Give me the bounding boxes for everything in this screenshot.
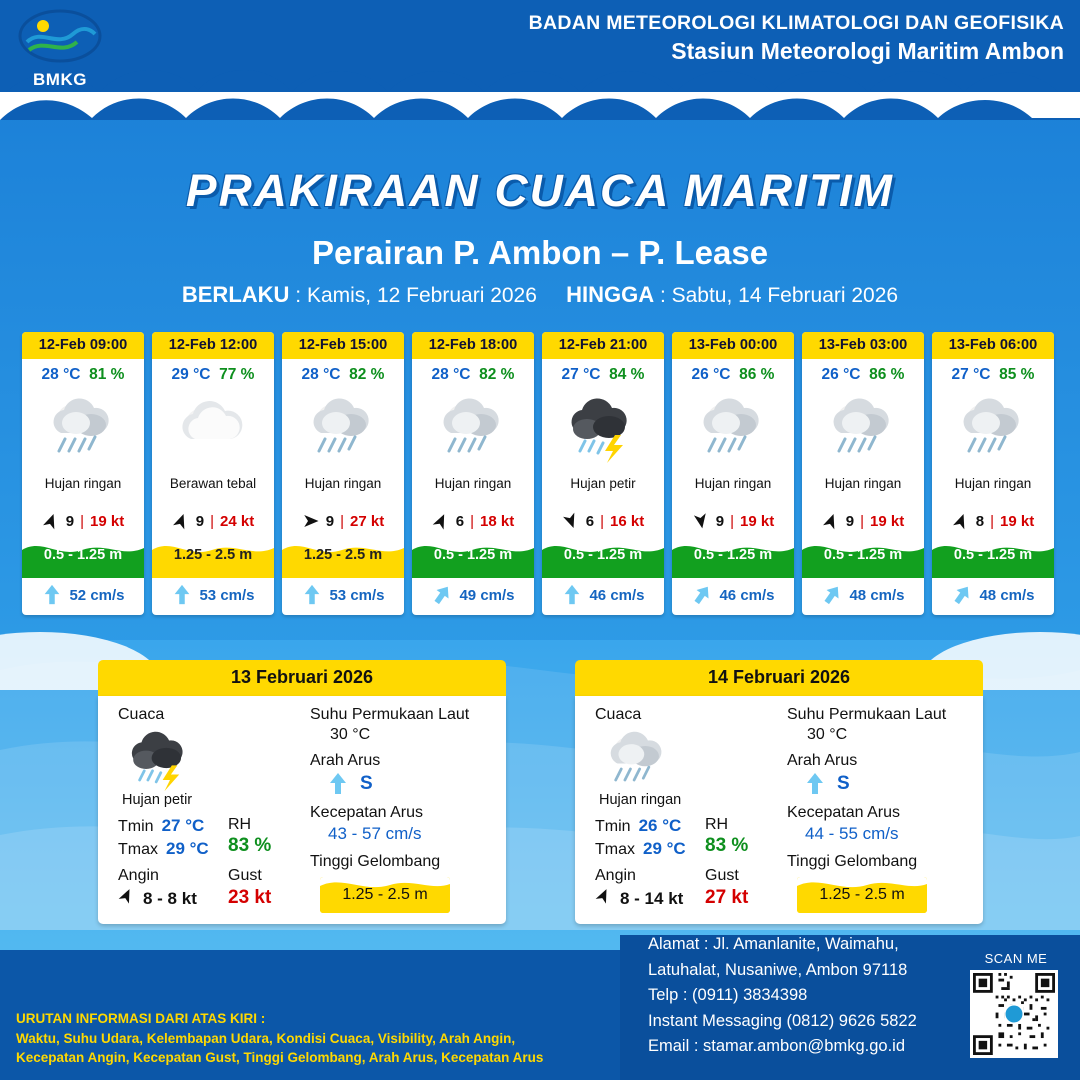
daily-date-0: 13 Februari 2026 xyxy=(98,660,506,696)
daily-sst-label: Suhu Permukaan Laut xyxy=(310,706,470,723)
weather-icon-wrap xyxy=(542,386,664,472)
daily-sst-value: 30 °C xyxy=(807,726,848,743)
contact-address-line2: Latuhalat, Nusaniwe, Ambon 97118 xyxy=(648,960,908,979)
rain-light-icon xyxy=(601,723,675,797)
current-direction-arrow-icon xyxy=(41,584,63,606)
humidity: 81 % xyxy=(89,366,125,383)
validity-to-value: : Sabtu, 14 Februari 2026 xyxy=(659,284,899,307)
forecast-card xyxy=(412,332,534,615)
forecast-temp-humidity xyxy=(22,359,144,386)
daily-tmin-label: Tmin xyxy=(118,818,154,835)
current-speed: 46 cm/s xyxy=(589,586,645,604)
wind-row xyxy=(282,506,404,538)
daily-tmax-value: 29 °C xyxy=(166,839,209,858)
daily-angin-label: Angin xyxy=(595,867,636,884)
weather-condition: Hujan ringan xyxy=(44,476,122,491)
validity-to-label: HINGGA xyxy=(566,282,655,307)
daily-arus-value: S xyxy=(360,773,373,794)
scan-me-label: SCAN ME xyxy=(984,951,1048,966)
current-direction-arrow-icon xyxy=(803,772,827,796)
weather-icon-wrap xyxy=(22,386,144,472)
daily-arus-label: Arah Arus xyxy=(310,752,381,769)
wind-speed: 19 kt xyxy=(740,512,775,530)
current-direction-arrow-icon xyxy=(947,580,978,611)
forecast-temp-humidity xyxy=(412,359,534,386)
wave-height: 1.25 - 2.5 m xyxy=(173,547,253,563)
daily-panel-0 xyxy=(98,660,506,924)
daily-gelombang-value: 1.25 - 2.5 m xyxy=(819,886,905,903)
daily-weather-icon-wrap xyxy=(124,724,308,796)
forecast-card xyxy=(542,332,664,615)
weather-condition: Hujan ringan xyxy=(434,476,512,491)
cloud-band-white xyxy=(0,92,1080,162)
wave-height: 0.5 - 1.25 m xyxy=(563,547,643,563)
weather-icon-wrap xyxy=(672,386,794,472)
weather-icon-wrap xyxy=(932,386,1054,472)
rain-light-icon xyxy=(303,389,383,469)
wind-separator: | xyxy=(860,512,865,530)
legend-title: URUTAN INFORMASI DARI ATAS KIRI : xyxy=(16,1011,266,1027)
forecast-temp-humidity xyxy=(542,359,664,386)
current-direction-arrow-icon xyxy=(171,584,193,606)
daily-condition: Hujan ringan xyxy=(599,792,682,808)
visibility-value: 6 xyxy=(455,512,465,530)
wind-direction-arrow-icon xyxy=(169,509,192,532)
forecast-card xyxy=(22,332,144,615)
daily-wind-gust-row xyxy=(595,867,785,909)
humidity: 84 % xyxy=(609,366,645,383)
wind-speed: 16 kt xyxy=(610,512,645,530)
agency-name: BADAN METEOROLOGI KLIMATOLOGI DAN GEOFISIKA xyxy=(528,12,1064,34)
wave-height-row xyxy=(542,538,664,578)
cloudy-icon xyxy=(173,389,253,469)
forecast-card xyxy=(152,332,274,615)
forecast-time: 12-Feb 09:00 xyxy=(22,332,144,359)
air-temperature: 28 °C xyxy=(301,366,341,383)
rain-light-icon xyxy=(43,389,123,469)
contact-email: Email : stamar.ambon@bmkg.go.id xyxy=(648,1037,906,1056)
daily-arus-value: S xyxy=(837,773,850,794)
daily-sst-label: Suhu Permukaan Laut xyxy=(787,706,947,723)
weather-condition: Hujan ringan xyxy=(824,476,902,491)
wind-separator: | xyxy=(80,512,85,530)
humidity: 82 % xyxy=(479,366,515,383)
wind-speed: 19 kt xyxy=(870,512,905,530)
air-temperature: 29 °C xyxy=(171,366,211,383)
wave-height: 1.25 - 2.5 m xyxy=(303,547,383,563)
daily-left-col xyxy=(118,696,308,909)
weather-icon-wrap xyxy=(802,386,924,472)
daily-gelombang-value-pill xyxy=(797,877,927,913)
current-direction-arrow-icon xyxy=(326,772,350,796)
contact-address-line1: Alamat : Jl. Amanlanite, Waimahu, xyxy=(648,935,899,954)
rain-light-icon xyxy=(433,389,513,469)
visibility-value: 9 xyxy=(715,512,725,530)
humidity: 86 % xyxy=(869,366,905,383)
air-temperature: 27 °C xyxy=(561,366,601,383)
forecast-time: 12-Feb 21:00 xyxy=(542,332,664,359)
daily-arus-row xyxy=(803,772,977,796)
wind-direction-arrow-icon xyxy=(302,512,320,530)
current-direction-arrow-icon xyxy=(687,580,718,611)
station-name: Stasiun Meteorologi Maritim Ambon xyxy=(671,38,1064,64)
current-row xyxy=(152,578,274,615)
air-temperature: 26 °C xyxy=(821,366,861,383)
wind-row xyxy=(932,506,1054,538)
contact-instant-messaging: Instant Messaging (0812) 9626 5822 xyxy=(648,1011,917,1030)
current-row xyxy=(412,578,534,615)
validity-period xyxy=(0,282,1080,308)
current-speed: 48 cm/s xyxy=(849,586,905,604)
bmkg-logo xyxy=(14,8,106,94)
forecast-card xyxy=(282,332,404,615)
thunderstorm-icon xyxy=(563,389,643,469)
wave-height-row xyxy=(152,538,274,578)
weather-icon-wrap xyxy=(412,386,534,472)
wave-height: 0.5 - 1.25 m xyxy=(823,547,903,563)
current-row xyxy=(282,578,404,615)
legend-line-1: Waktu, Suhu Udara, Kelembapan Udara, Kondisi Cuaca, Visibility, Arah Angin, xyxy=(16,1030,516,1046)
current-direction-arrow-icon xyxy=(427,580,458,611)
rain-light-icon xyxy=(693,389,773,469)
wind-separator: | xyxy=(730,512,735,530)
daily-angin-label: Angin xyxy=(118,867,159,884)
forecast-card xyxy=(802,332,924,615)
daily-rh-label: RH xyxy=(705,816,729,833)
current-speed: 46 cm/s xyxy=(719,586,775,604)
wind-row xyxy=(22,506,144,538)
daily-weather-icon-wrap xyxy=(601,724,785,796)
air-temperature: 26 °C xyxy=(691,366,731,383)
daily-panel-1 xyxy=(575,660,983,924)
validity-from-label: BERLAKU xyxy=(181,282,290,307)
daily-gust-value: 23 kt xyxy=(228,887,272,908)
weather-icon-wrap xyxy=(152,386,274,472)
wind-direction-arrow-icon xyxy=(429,509,453,533)
daily-gelombang-label: Tinggi Gelombang xyxy=(787,853,918,870)
qr-code[interactable] xyxy=(970,970,1058,1058)
daily-angin-value: 8 - 14 kt xyxy=(620,889,684,908)
forecast-temp-humidity xyxy=(152,359,274,386)
forecast-temp-humidity xyxy=(802,359,924,386)
daily-tmin-label: Tmin xyxy=(595,818,631,835)
daily-rh-value: 83 % xyxy=(705,835,749,856)
wind-separator: | xyxy=(600,512,605,530)
current-direction-arrow-icon xyxy=(301,584,323,606)
wave-height-row xyxy=(412,538,534,578)
daily-cuaca-label: Cuaca xyxy=(118,706,165,723)
forecast-card xyxy=(672,332,794,615)
thunderstorm-icon xyxy=(124,723,198,797)
wave-height-row xyxy=(802,538,924,578)
daily-rh-value: 83 % xyxy=(228,835,272,856)
current-speed: 49 cm/s xyxy=(459,586,515,604)
validity-from-value: : Kamis, 12 Februari 2026 xyxy=(295,284,537,307)
forecast-time: 12-Feb 12:00 xyxy=(152,332,274,359)
forecast-temp-humidity xyxy=(282,359,404,386)
wave-height: 0.5 - 1.25 m xyxy=(953,547,1033,563)
air-temperature: 27 °C xyxy=(951,366,991,383)
forecast-time: 13-Feb 06:00 xyxy=(932,332,1054,359)
daily-gelombang-value: 1.25 - 2.5 m xyxy=(342,886,428,903)
daily-rh-label: RH xyxy=(228,816,252,833)
wind-direction-arrow-icon xyxy=(115,884,138,907)
visibility-value: 9 xyxy=(845,512,855,530)
wind-direction-arrow-icon xyxy=(949,509,972,532)
visibility-value: 8 xyxy=(975,512,985,530)
forecast-temp-humidity xyxy=(932,359,1054,386)
contact-info xyxy=(648,932,978,1060)
wind-row xyxy=(672,506,794,538)
scan-block xyxy=(970,951,1062,1058)
daily-tmax-label: Tmax xyxy=(595,841,635,858)
air-temperature: 28 °C xyxy=(431,366,471,383)
visibility-value: 6 xyxy=(585,512,595,530)
wind-separator: | xyxy=(470,512,475,530)
weather-condition: Berawan tebal xyxy=(169,476,257,491)
daily-tmax-value: 29 °C xyxy=(643,839,686,858)
legend xyxy=(16,1009,616,1068)
page-title: PRAKIRAAN CUACA MARITIM xyxy=(185,165,895,216)
humidity: 85 % xyxy=(999,366,1035,383)
current-row xyxy=(672,578,794,615)
weather-condition: Hujan ringan xyxy=(304,476,382,491)
current-direction-arrow-icon xyxy=(561,584,583,606)
wind-speed: 24 kt xyxy=(220,512,255,530)
current-speed: 52 cm/s xyxy=(69,586,125,604)
daily-cuaca-label: Cuaca xyxy=(595,706,642,723)
current-speed: 53 cm/s xyxy=(329,586,385,604)
daily-tmin-rh-row xyxy=(595,816,785,859)
wave-height: 0.5 - 1.25 m xyxy=(43,547,123,563)
wind-row xyxy=(802,506,924,538)
forecast-time: 13-Feb 00:00 xyxy=(672,332,794,359)
qr-code-icon xyxy=(973,973,1055,1055)
wind-speed: 18 kt xyxy=(480,512,515,530)
daily-arus-label: Arah Arus xyxy=(787,752,858,769)
current-direction-arrow-icon xyxy=(817,580,848,611)
daily-gelombang-value-pill xyxy=(320,877,450,913)
visibility-value: 9 xyxy=(65,512,75,530)
forecast-time: 13-Feb 03:00 xyxy=(802,332,924,359)
forecast-card xyxy=(932,332,1054,615)
daily-tmin-value: 26 °C xyxy=(638,816,682,835)
wind-separator: | xyxy=(210,512,215,530)
forecast-temp-humidity xyxy=(672,359,794,386)
wind-direction-arrow-icon xyxy=(819,509,842,532)
daily-kecepatan-value: 43 - 57 cm/s xyxy=(328,824,422,843)
wind-direction-arrow-icon xyxy=(690,511,711,532)
daily-kecepatan-label: Kecepatan Arus xyxy=(787,804,900,821)
wave-height-row xyxy=(932,538,1054,578)
wave-height-row xyxy=(22,538,144,578)
daily-tmin-rh-row xyxy=(118,816,308,859)
current-row xyxy=(22,578,144,615)
visibility-value: 9 xyxy=(325,512,335,530)
contact-telp: Telp : (0911) 3834398 xyxy=(648,986,808,1005)
daily-gust-label: Gust xyxy=(228,867,262,884)
wind-direction-arrow-icon xyxy=(39,509,62,532)
legend-line-2: Kecepatan Angin, Kecepatan Gust, Tinggi Gelombang, Arah Arus, Kecepatan Arus xyxy=(16,1050,544,1066)
weather-condition: Hujan ringan xyxy=(694,476,772,491)
wave-height: 0.5 - 1.25 m xyxy=(433,547,513,563)
daily-kecepatan-value: 44 - 55 cm/s xyxy=(805,824,899,843)
daily-date-1: 14 Februari 2026 xyxy=(575,660,983,696)
air-temperature: 28 °C xyxy=(41,366,81,383)
daily-right-col xyxy=(787,696,977,913)
hourly-forecast-row xyxy=(22,332,1062,615)
daily-arus-row xyxy=(326,772,500,796)
wind-direction-arrow-icon xyxy=(592,884,615,907)
wave-height-row xyxy=(672,538,794,578)
daily-gelombang-label: Tinggi Gelombang xyxy=(310,853,441,870)
current-row xyxy=(802,578,924,615)
daily-tmax-label: Tmax xyxy=(118,841,158,858)
current-row xyxy=(542,578,664,615)
humidity: 77 % xyxy=(219,366,255,383)
wind-row xyxy=(412,506,534,538)
daily-gust-value: 27 kt xyxy=(705,887,749,908)
daily-right-col xyxy=(310,696,500,913)
rain-light-icon xyxy=(823,389,903,469)
daily-sst-value: 30 °C xyxy=(330,726,371,743)
wind-separator: | xyxy=(340,512,345,530)
weather-condition: Hujan ringan xyxy=(954,476,1032,491)
bmkg-logo-icon xyxy=(17,8,103,64)
wind-speed: 19 kt xyxy=(90,512,125,530)
wind-direction-arrow-icon xyxy=(559,509,582,532)
daily-condition: Hujan petir xyxy=(122,792,193,808)
weather-condition: Hujan petir xyxy=(570,476,636,491)
daily-wind-gust-row xyxy=(118,867,308,909)
forecast-time: 12-Feb 18:00 xyxy=(412,332,534,359)
wind-row xyxy=(152,506,274,538)
wind-speed: 27 kt xyxy=(350,512,385,530)
humidity: 82 % xyxy=(349,366,385,383)
wind-row xyxy=(542,506,664,538)
rain-light-icon xyxy=(953,389,1033,469)
daily-left-col xyxy=(595,696,785,909)
daily-tmin-value: 27 °C xyxy=(161,816,205,835)
visibility-value: 9 xyxy=(195,512,205,530)
daily-gust-label: Gust xyxy=(705,867,739,884)
wave-height-row xyxy=(282,538,404,578)
current-row xyxy=(932,578,1054,615)
current-speed: 48 cm/s xyxy=(979,586,1035,604)
weather-icon-wrap xyxy=(282,386,404,472)
wind-speed: 19 kt xyxy=(1000,512,1035,530)
current-speed: 53 cm/s xyxy=(199,586,255,604)
bmkg-logo-text: BMKG xyxy=(33,70,87,89)
daily-angin-value: 8 - 8 kt xyxy=(143,889,197,908)
page-subtitle: Perairan P. Ambon – P. Lease xyxy=(311,234,769,271)
humidity: 86 % xyxy=(739,366,775,383)
wind-separator: | xyxy=(990,512,995,530)
wave-height: 0.5 - 1.25 m xyxy=(693,547,773,563)
daily-kecepatan-label: Kecepatan Arus xyxy=(310,804,423,821)
forecast-time: 12-Feb 15:00 xyxy=(282,332,404,359)
